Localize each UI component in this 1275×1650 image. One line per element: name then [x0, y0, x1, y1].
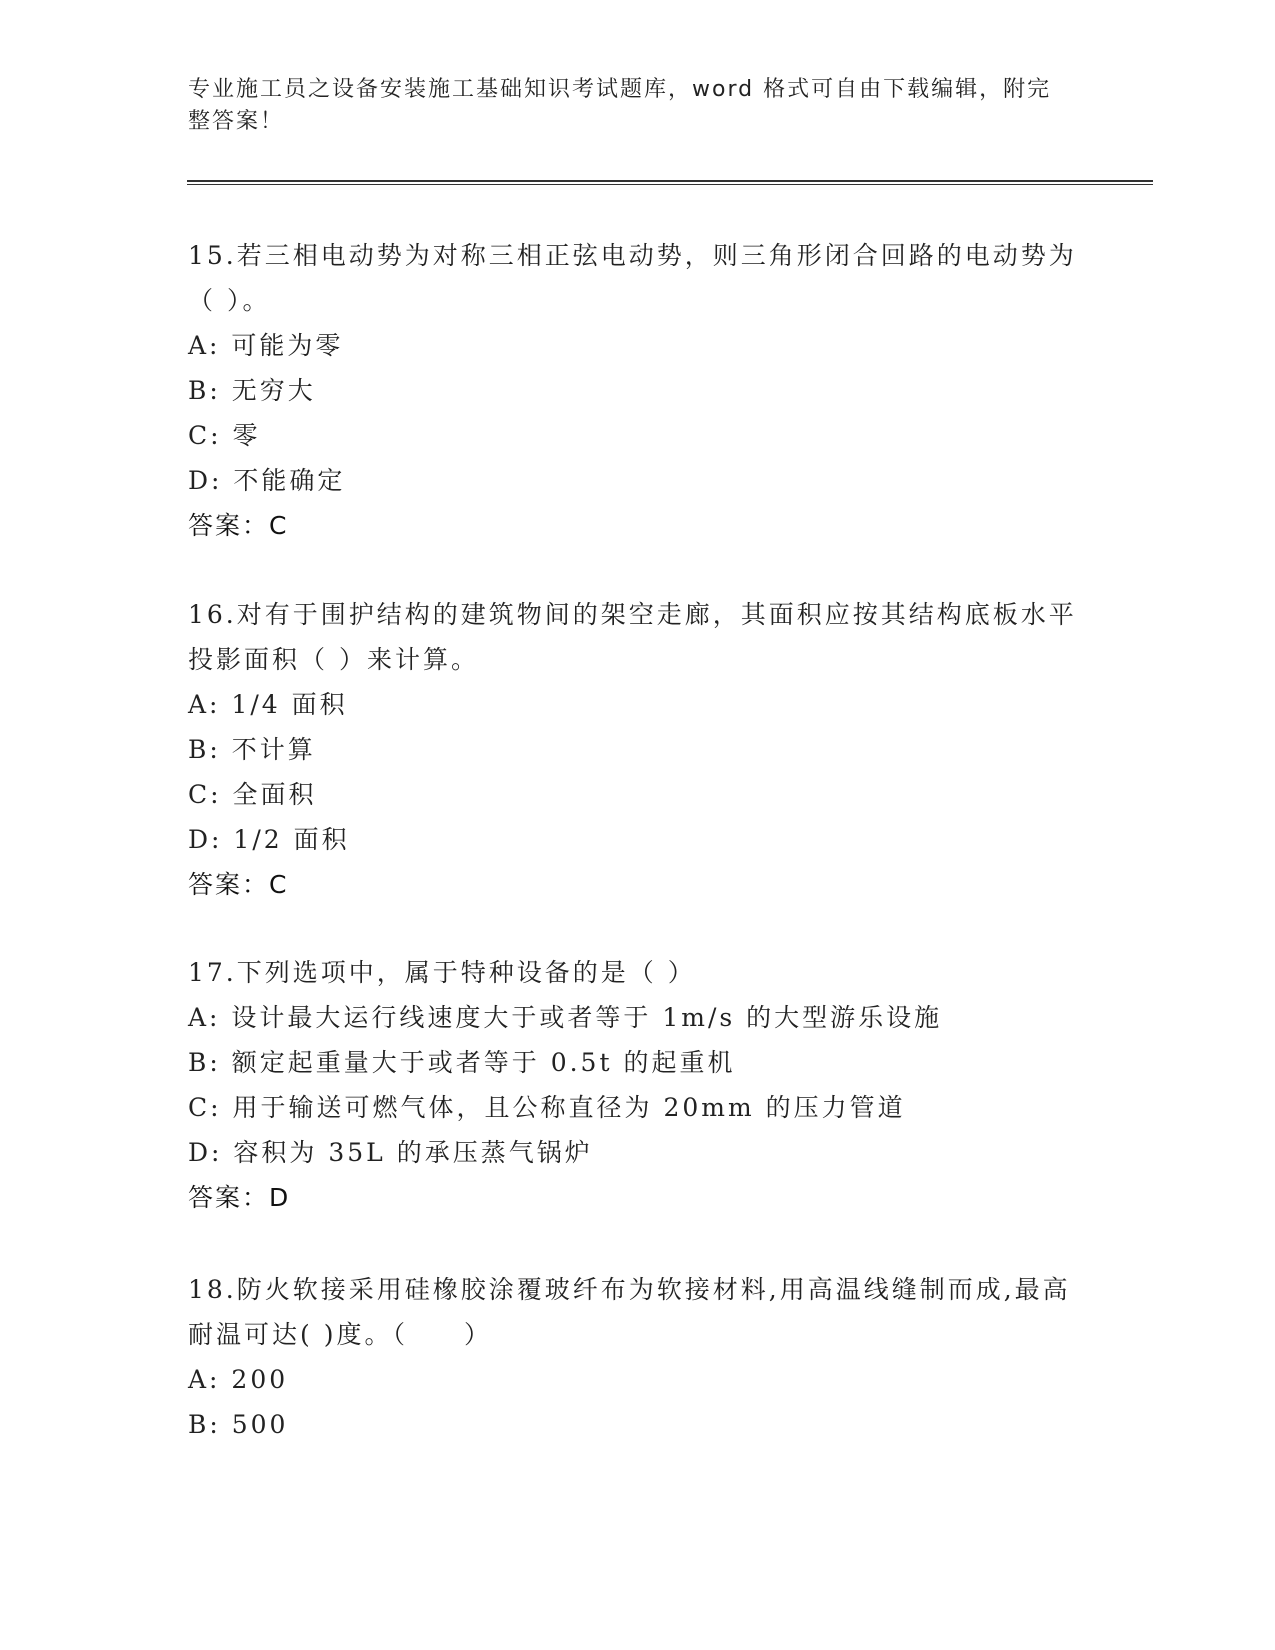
document-header: 专业施工员之设备安装施工基础知识考试题库，word 格式可自由下载编辑，附完整答案！ [188, 77, 1052, 134]
option-b: B: 额定起重量大于或者等于 0.5t 的起重机 [188, 1048, 736, 1077]
answer-label: 答案：C [188, 870, 289, 899]
option-b: B: 500 [188, 1410, 289, 1439]
answer-label: 答案：C [188, 511, 289, 540]
question-17 [188, 950, 1088, 1221]
option-d: D: 容积为 35L 的承压蒸气锅炉 [188, 1138, 593, 1167]
option-c: C: 用于输送可燃气体，且公称直径为 20mm 的压力管道 [188, 1093, 906, 1122]
option-d: D: 不能确定 [188, 466, 346, 495]
question-text: 18.防火软接采用硅橡胶涂覆玻纤布为软接材料,用高温线缝制而成,最高耐温可达( )度。（ ） [188, 1275, 1071, 1349]
option-a: A: 1/4 面积 [188, 690, 348, 719]
option-a: A: 可能为零 [188, 331, 344, 360]
header-divider-thin [187, 184, 1153, 185]
answer-label: 答案：D [188, 1183, 291, 1212]
option-b: B: 无穷大 [188, 376, 316, 405]
question-16 [188, 592, 1088, 908]
option-b: B: 不计算 [188, 735, 316, 764]
header-divider-thick [187, 180, 1153, 182]
question-18 [188, 1267, 1088, 1447]
question-text: 15.若三相电动势为对称三相正弦电动势，则三角形闭合回路的电动势为（ ）。 [188, 241, 1077, 315]
question-text: 16.对有于围护结构的建筑物间的架空走廊，其面积应按其结构底板水平投影面积（ ）来计算。 [188, 600, 1077, 674]
option-a: A: 200 [188, 1365, 289, 1394]
question-15 [188, 233, 1088, 549]
question-text: 17.下列选项中，属于特种设备的是（ ） [188, 958, 696, 987]
option-d: D: 1/2 面积 [188, 825, 350, 854]
option-c: C: 零 [188, 421, 261, 450]
option-a: A: 设计最大运行线速度大于或者等于 1m/s 的大型游乐设施 [188, 1003, 943, 1032]
option-c: C: 全面积 [188, 780, 317, 809]
